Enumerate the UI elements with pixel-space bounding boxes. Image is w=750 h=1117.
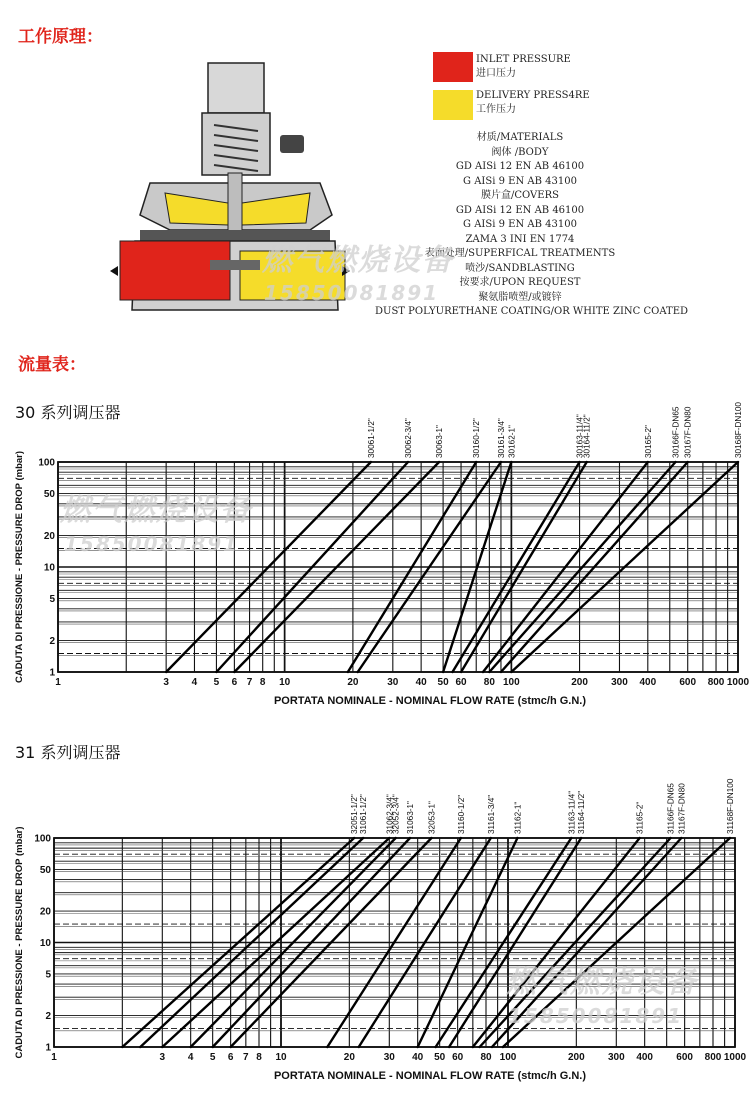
materials-line: GD AISi 12 EN AB 46100 (455, 204, 585, 216)
x-tick-label: 100 (499, 1052, 517, 1063)
series-31-flow-chart (0, 762, 750, 1107)
x-axis-label: PORTATA NOMINALE - NOMINAL FLOW RATE (stmc/h G.N.) (273, 695, 587, 707)
series-label: 30061-1/2" (366, 418, 376, 458)
x-tick-label: 10 (275, 1052, 287, 1063)
principle-heading: 工作原理： (18, 27, 103, 47)
series-label: 31165-2" (635, 801, 645, 834)
outlet-chamber (240, 251, 345, 300)
series-label: 30062-3/4" (403, 418, 413, 458)
x-tick-label: 7 (243, 1052, 249, 1063)
outlet-arrow (342, 266, 350, 276)
horizontal-gridlines (58, 462, 738, 672)
inlet-arrow (110, 266, 118, 276)
y-tick-label: 20 (39, 906, 51, 918)
x-tick-label: 1000 (723, 1052, 747, 1063)
x-tick-label: 4 (187, 1052, 194, 1063)
watermark-phone: 15850081891 (508, 1004, 684, 1028)
y-axis-label: CADUTA DI PRESSIONE - PRESSURE DROP (mbar) (14, 450, 25, 684)
materials-line: 按要求/UPON REQUEST (459, 277, 581, 288)
materials-line: G AISi 9 EN AB 43100 (463, 219, 577, 230)
watermark-text: 燃气燃烧设备 (262, 243, 454, 278)
spring-housing (202, 113, 270, 175)
vent-plug (280, 135, 304, 153)
y-tick-label: 10 (39, 938, 51, 949)
x-tick-label: 800 (707, 677, 725, 688)
y-tick-label: 5 (45, 969, 51, 981)
watermark-phone: 15850081891 (64, 532, 240, 556)
series-label: 30162-1" (507, 425, 517, 458)
materials-line: 膜片盒/COVERS (481, 190, 559, 201)
x-tick-label: 80 (483, 677, 495, 688)
bonnet-cap (208, 63, 264, 113)
series-label: 31160-1/2" (456, 794, 466, 834)
x-tick-label: 400 (636, 1052, 654, 1063)
series-label: 30168F-DN100 (734, 402, 743, 458)
inlet-pressure-legend (476, 53, 571, 81)
x-axis-label: PORTATA NOMINALE - NOMINAL FLOW RATE (stmc/h G.N.) (273, 1070, 587, 1082)
x-tick-label: 3 (159, 1052, 166, 1063)
series-label: 30164-11/2" (582, 414, 592, 458)
y-tick-label: 10 (43, 562, 55, 574)
materials-line: 材质/MATERIALS (476, 132, 564, 143)
x-tick-label: 200 (567, 1052, 585, 1063)
y-tick-label: 20 (43, 530, 55, 542)
series-label: 30166F-DN65 (671, 406, 681, 458)
y-axis-label: CADUTA DI PRESSIONE - PRESSURE DROP (mbar) (14, 826, 25, 1059)
x-tick-label: 40 (412, 1052, 424, 1063)
y-tick-label: 5 (49, 594, 55, 606)
series-label: 31063-1" (405, 801, 415, 834)
inlet-pressure-swatch (433, 52, 473, 82)
x-tick-label: 800 (704, 1052, 722, 1063)
x-tick-label: 7 (246, 677, 253, 688)
series-label: 32053-1" (427, 801, 437, 834)
materials-line: 表面处理/SUPERFICAL TREATMENTS (424, 248, 616, 259)
delivery-pressure-label-en: DELIVERY PRESS4RE (476, 90, 590, 101)
materials-line: 聚氨脂喷塑/或镀锌 (478, 291, 562, 303)
series-label: 30160-1/2" (472, 418, 482, 458)
series-label: 30165-2" (643, 425, 653, 458)
x-tick-label: 20 (347, 677, 359, 688)
x-tick-label: 8 (256, 1052, 262, 1063)
series-label: 31163-11/4" (567, 790, 577, 834)
series-label: 32052-3/4" (391, 794, 401, 834)
series-label: 30161-3/4" (496, 418, 506, 458)
x-tick-label: 1 (55, 677, 61, 688)
valve-seat (210, 260, 260, 270)
y-tick-label: 100 (34, 833, 51, 845)
series-label: 31161-3/4" (486, 794, 496, 834)
series-label: 30163-11/4" (575, 414, 585, 458)
x-tick-label: 100 (502, 677, 520, 688)
series-label: 30063-1" (435, 425, 445, 458)
materials-line: 阀体 /BODY (491, 146, 549, 158)
delivery-pressure-swatch (433, 90, 473, 120)
series-label: 32051-1/2" (350, 794, 360, 834)
x-tick-label: 4 (191, 677, 198, 688)
materials-line: DUST POLYURETHANE COATING/OR WHITE ZINC COATED (375, 306, 689, 317)
delivery-pressure-legend (476, 89, 590, 117)
y-tick-label: 1 (45, 1042, 51, 1054)
x-tick-label: 1000 (726, 677, 750, 688)
x-tick-label: 40 (415, 677, 427, 688)
x-tick-label: 300 (607, 1052, 625, 1063)
materials-line: GD AISi 12 EN AB 46100 (455, 161, 585, 172)
x-tick-label: 600 (679, 677, 697, 688)
x-tick-label: 60 (455, 677, 467, 688)
y-tick-label: 100 (38, 457, 55, 469)
series-31-title: 31 系列调压器 (15, 743, 121, 762)
inlet-chamber (120, 241, 230, 300)
y-tick-label: 2 (45, 1011, 51, 1023)
x-tick-label: 3 (163, 677, 169, 688)
series-label: 31166F-DN65 (666, 783, 676, 834)
x-tick-label: 6 (231, 677, 238, 688)
series-30-title: 30 系列调压器 (15, 403, 121, 422)
x-tick-label: 200 (571, 677, 588, 688)
series-label: 31062-3/4" (385, 794, 395, 834)
x-tick-label: 30 (383, 1052, 395, 1063)
flow-table-heading: 流量表： (18, 355, 86, 375)
x-tick-label: 10 (279, 677, 291, 688)
y-tick-label: 1 (49, 667, 55, 679)
y-tick-label: 50 (43, 489, 55, 501)
x-tick-label: 600 (676, 1052, 693, 1063)
diaphragm (140, 230, 330, 241)
materials-line: G AISi 9 EN AB 43100 (463, 175, 577, 187)
materials-line: ZAMA 3 INI EN 1774 (465, 233, 575, 245)
series-label: 31162-1" (513, 801, 523, 834)
inlet-pressure-label-en: INLET PRESSURE (476, 54, 571, 65)
watermark-phone: 15850081891 (264, 281, 440, 305)
series-30-flow-chart (0, 402, 750, 727)
series-label: 31164-11/2" (577, 790, 587, 834)
x-tick-label: 80 (480, 1052, 492, 1063)
x-tick-label: 5 (213, 677, 220, 688)
inlet-pressure-label-cn: 进口压力 (476, 68, 516, 79)
materials-line: 喷沙/SANDBLASTING (465, 262, 575, 274)
x-tick-label: 1 (51, 1052, 57, 1063)
regulator-cross-section-diagram (110, 55, 350, 317)
delivery-pressure-label-cn: 工作压力 (476, 104, 516, 115)
x-tick-label: 60 (452, 1052, 464, 1063)
x-tick-label: 8 (259, 677, 266, 688)
x-tick-label: 30 (387, 677, 399, 688)
x-tick-label: 50 (437, 677, 449, 688)
x-tick-label: 300 (611, 677, 628, 688)
watermark-text: 燃气燃烧设备 (60, 493, 252, 528)
series-label: 31168F-DN100 (725, 778, 735, 834)
y-tick-label: 50 (39, 864, 51, 876)
y-tick-label: 2 (49, 635, 55, 647)
x-tick-label: 20 (343, 1052, 355, 1063)
series-label: 31061-1/2" (359, 794, 369, 834)
x-tick-label: 400 (639, 677, 657, 688)
x-tick-label: 6 (227, 1052, 234, 1063)
watermark-text: 燃气燃烧设备 (506, 965, 698, 1000)
series-label: 30167F-DN80 (683, 406, 693, 458)
series-label: 31167F-DN80 (677, 783, 687, 834)
x-tick-label: 5 (209, 1052, 216, 1063)
materials-list (375, 131, 689, 320)
x-tick-label: 50 (434, 1052, 446, 1063)
